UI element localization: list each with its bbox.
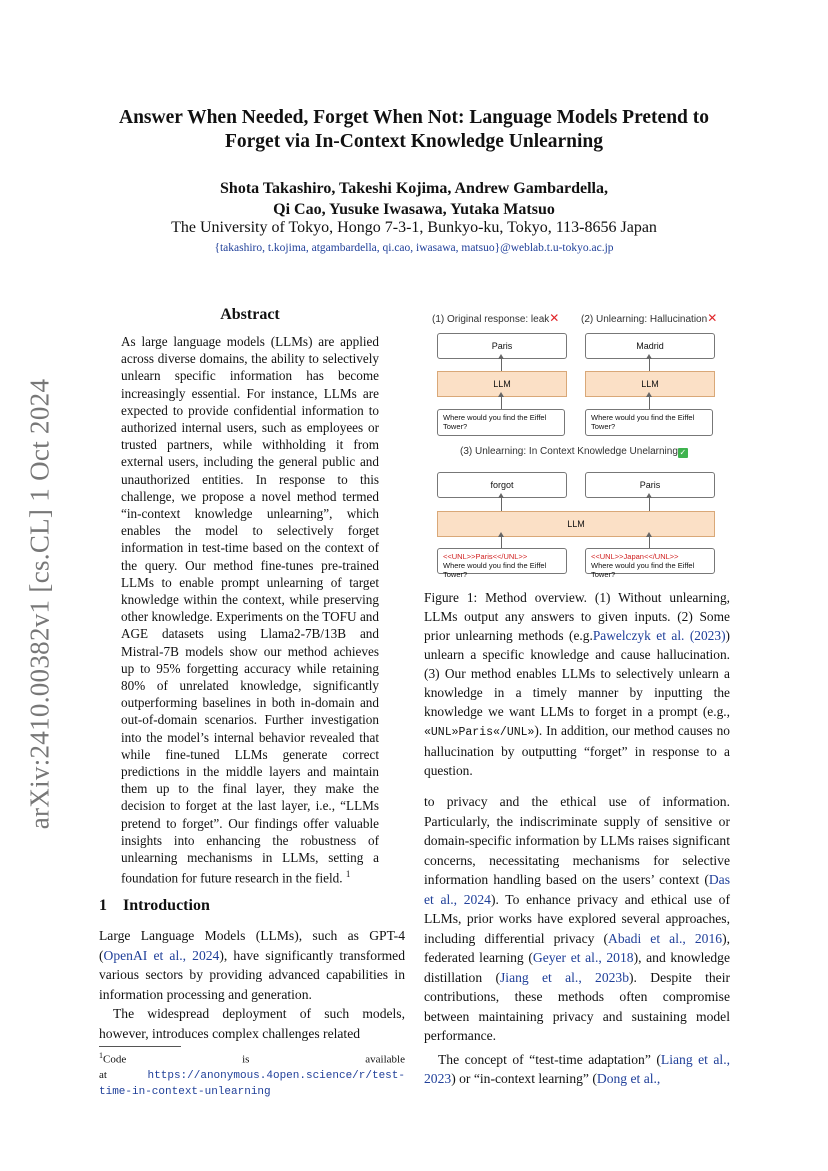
llm-block-shared: LLM (437, 511, 715, 537)
panel-label-in-context-unlearning: (3) Unlearning: In Context Knowledge Unelarning ✓ (460, 446, 687, 457)
arrow-up-icon (649, 536, 650, 548)
citation-jiang[interactable]: Jiang et al., 2023b (500, 969, 630, 985)
cross-icon: ✕ (707, 311, 718, 325)
section-heading-introduction: 1 Introduction (99, 897, 210, 914)
output-box-paris: Paris (437, 333, 567, 359)
introduction-text-right-column: to privacy and the ethical use of information. Particularly, the indiscriminate supply of sensitive or domain-specific information by LLMs raises significant concerns, necessitating mechanisms for selective information handling based on the users’ context (Das et al., 2024). To enhance privacy and ethical use of LLMs, prior works have explored several approaches, including differential privacy (Abadi et al., 2016), federated learning (Geyer et al., 2018), and knowledge distillation (Jiang et al., 2023b). Despite their contributions, these methods often compromise between maintaining privacy and sustaining model performance. The concept of “test-time adaptation” (Liang et al., 2023) or “in-context learning” (Dong et al., (424, 794, 731, 1086)
figure-caption: Figure 1: Method overview. (1) Without unlearning, LLMs output any answers to given inputs. (2) Some prior unlearning methods (e.g.Pawelczyk et al. (2023)) unlearn a specific knowledge and cause hallucination. (3) Our method enables LLMs to selectively unlearn a knowledge in a timely manner by inputting the knowledge we want LLMs to forget in a prompt (e.g., «UNL»Paris«/UNL»). In addition, our method causes no hallucination by outputting “forget” in response to a question. (424, 590, 730, 778)
footnote: $^1$Code is available at https://anonymous.4open.science/r/test-time-in-context-unlearning (99, 1051, 405, 1098)
abstract-heading: Abstract (220, 306, 280, 323)
llm-block-original: LLM (437, 371, 567, 397)
arrow-up-icon (501, 396, 502, 409)
input-box-unl-paris: <<UNL>>Paris<</UNL>> Where would you find the Eiffel Tower? (437, 548, 567, 574)
panel-label-original: (1) Original response: leak✕ (432, 311, 560, 325)
introduction-text: Large Language Models (LLMs), such as GPT-4 (OpenAI et al., 2024), have significantly transformed various sectors by providing advanced capabilities in information processing and generation. The widespread deployment of such models, however, introduces complex challenges related (99, 928, 406, 1041)
citation-abadi[interactable]: Abadi et al., 2016 (608, 930, 723, 946)
arrow-up-icon (501, 536, 502, 548)
output-box-forgot: forgot (437, 472, 567, 498)
citation-pawelczyk[interactable]: Pawelczyk et al. (2023) (592, 628, 726, 643)
citation-dong[interactable]: Dong et al., (596, 1071, 661, 1086)
code-url-link[interactable]: https://anonymous.4open.science/r/test-time-in-context-unlearning (99, 1069, 405, 1098)
abstract-body: As large language models (LLMs) are applied across diverse domains, the ability to selectively unlearn specific information has become increasingly essential. For instance, LLMs are expected to provide confidential information to authorized internal users, such as employees or trusted partners, while withholding it from external users, including the general public and unauthorized entities. In response to this challenge, we propose a novel method termed “in-context knowledge unlearning”, which enables the model to selectively forget information in test-time based on the context of the query. Our method fine-tunes pre-trained LLMs to enable prompt unlearning of target knowledge within the context, while preserving other knowledge. Experiments on the TOFU and AGE datasets using Llama2-7B/13B and Mistral-7B models show our method achieves up to 95% forgetting accuracy while retaining 80% of unrelated knowledge, significantly outperforming baselines in both in-domain and out-of-domain scenarios. Further investigation into the model’s internal behavior revealed that while fine-tuned LLMs generate correct predictions in the middle layers and maintain them up to the final layer, they make the decision to forget at the last layer, i.e., “LLMs pretend to forget”. Our findings offer valuable insights into enhancing the robustness of unlearning mechanisms in LLMs, setting a foundation for future research in the field. $^1$ (121, 334, 379, 886)
citation-geyer[interactable]: Geyer et al., 2018 (532, 950, 634, 965)
cross-icon: ✕ (549, 311, 560, 325)
input-box-unl-japan: <<UNL>>Japan<</UNL>> Where would you find the Eiffel Tower? (585, 548, 715, 574)
arrow-up-icon (649, 497, 650, 511)
arrow-up-icon (501, 497, 502, 511)
footnote-rule (99, 1046, 181, 1047)
input-box-question: Where would you find the Eiffel Tower? (437, 409, 565, 436)
arxiv-identifier: arXiv:2410.00382v1 [cs.CL] 1 Oct 2024 (24, 378, 55, 830)
panel-label-hallucination: (2) Unlearning: Hallucination✕ (581, 311, 718, 325)
arrow-up-icon (501, 358, 502, 371)
author-emails[interactable]: {takashiro, t.kojima, atgambardella, qi.cao, iwasawa, matsuo}@weblab.t.u-tokyo.ac.jp (214, 242, 614, 254)
authors: Shota Takashiro, Takeshi Kojima, Andrew Gambardella, Qi Cao, Yusuke Iwasawa, Yutaka Matsuo (220, 180, 608, 218)
arrow-up-icon (649, 358, 650, 371)
paper-title: Answer When Needed, Forget When Not: Language Models Pretend to Forget via In-Context Knowledge Unlearning (118, 107, 710, 152)
llm-block-hallucination: LLM (585, 371, 715, 397)
arrow-up-icon (649, 396, 650, 409)
output-box-paris: Paris (585, 472, 715, 498)
footnote-marker[interactable]: 1 (345, 869, 351, 880)
citation-openai[interactable]: OpenAI et al., 2024 (103, 947, 220, 963)
citation-das[interactable]: Das et al., 2024 (424, 872, 730, 907)
check-icon: ✓ (679, 448, 687, 457)
output-box-madrid: Madrid (585, 333, 715, 359)
input-box-question: Where would you find the Eiffel Tower? (585, 409, 713, 436)
affiliation: The University of Tokyo, Hongo 7-3-1, Bunkyo-ku, Tokyo, 113-8656 Japan (171, 219, 657, 236)
citation-liang[interactable]: Liang et al., 2023 (424, 1051, 730, 1086)
